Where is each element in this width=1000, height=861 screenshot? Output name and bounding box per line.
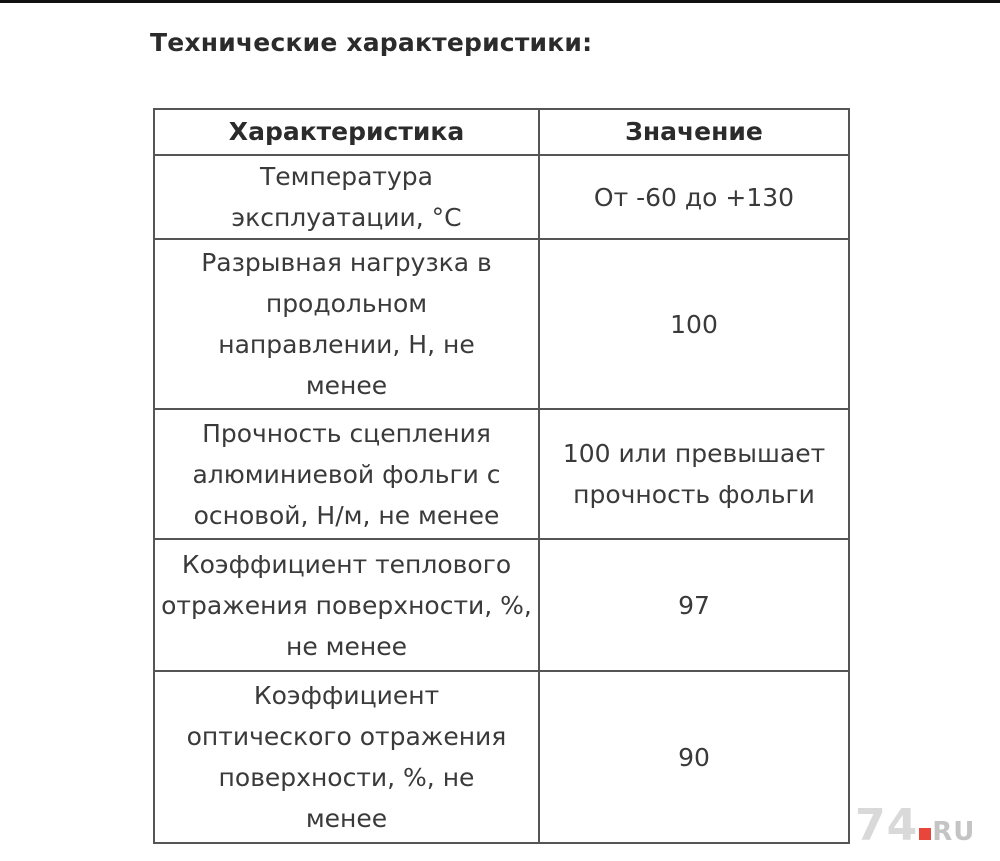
table-row [154, 409, 849, 539]
header-characteristic: Характеристика [154, 109, 539, 155]
watermark-prefix: 74 [855, 800, 919, 851]
row-value: 97 [539, 539, 849, 671]
row-name: Разрывная нагрузка в продольном направлении, Н, не менее [154, 239, 539, 409]
table-row [154, 239, 849, 409]
row-value: 90 [539, 671, 849, 843]
specs-table [153, 108, 850, 844]
row-value: 100 или превышает прочность фольги [539, 409, 849, 539]
row-value: От -60 до +130 [539, 155, 849, 239]
row-name: Коэффициент теплового отражения поверхности, %, не менее [154, 539, 539, 671]
table-header-row [154, 109, 849, 155]
row-name: Прочность сцепления алюминиевой фольги с основой, Н/м, не менее [154, 409, 539, 539]
watermark-logo [855, 800, 975, 851]
table-row [154, 155, 849, 239]
page-title: Технические характеристики: [150, 28, 593, 57]
top-divider [0, 0, 1000, 3]
watermark-suffix: RU [932, 817, 976, 847]
row-name: Коэффициент оптического отражения поверхности, %, не менее [154, 671, 539, 843]
row-name: Температура эксплуатации, °С [154, 155, 539, 239]
watermark-dot-icon [919, 828, 931, 840]
table-row [154, 539, 849, 671]
table-row [154, 671, 849, 843]
header-value: Значение [539, 109, 849, 155]
row-value: 100 [539, 239, 849, 409]
